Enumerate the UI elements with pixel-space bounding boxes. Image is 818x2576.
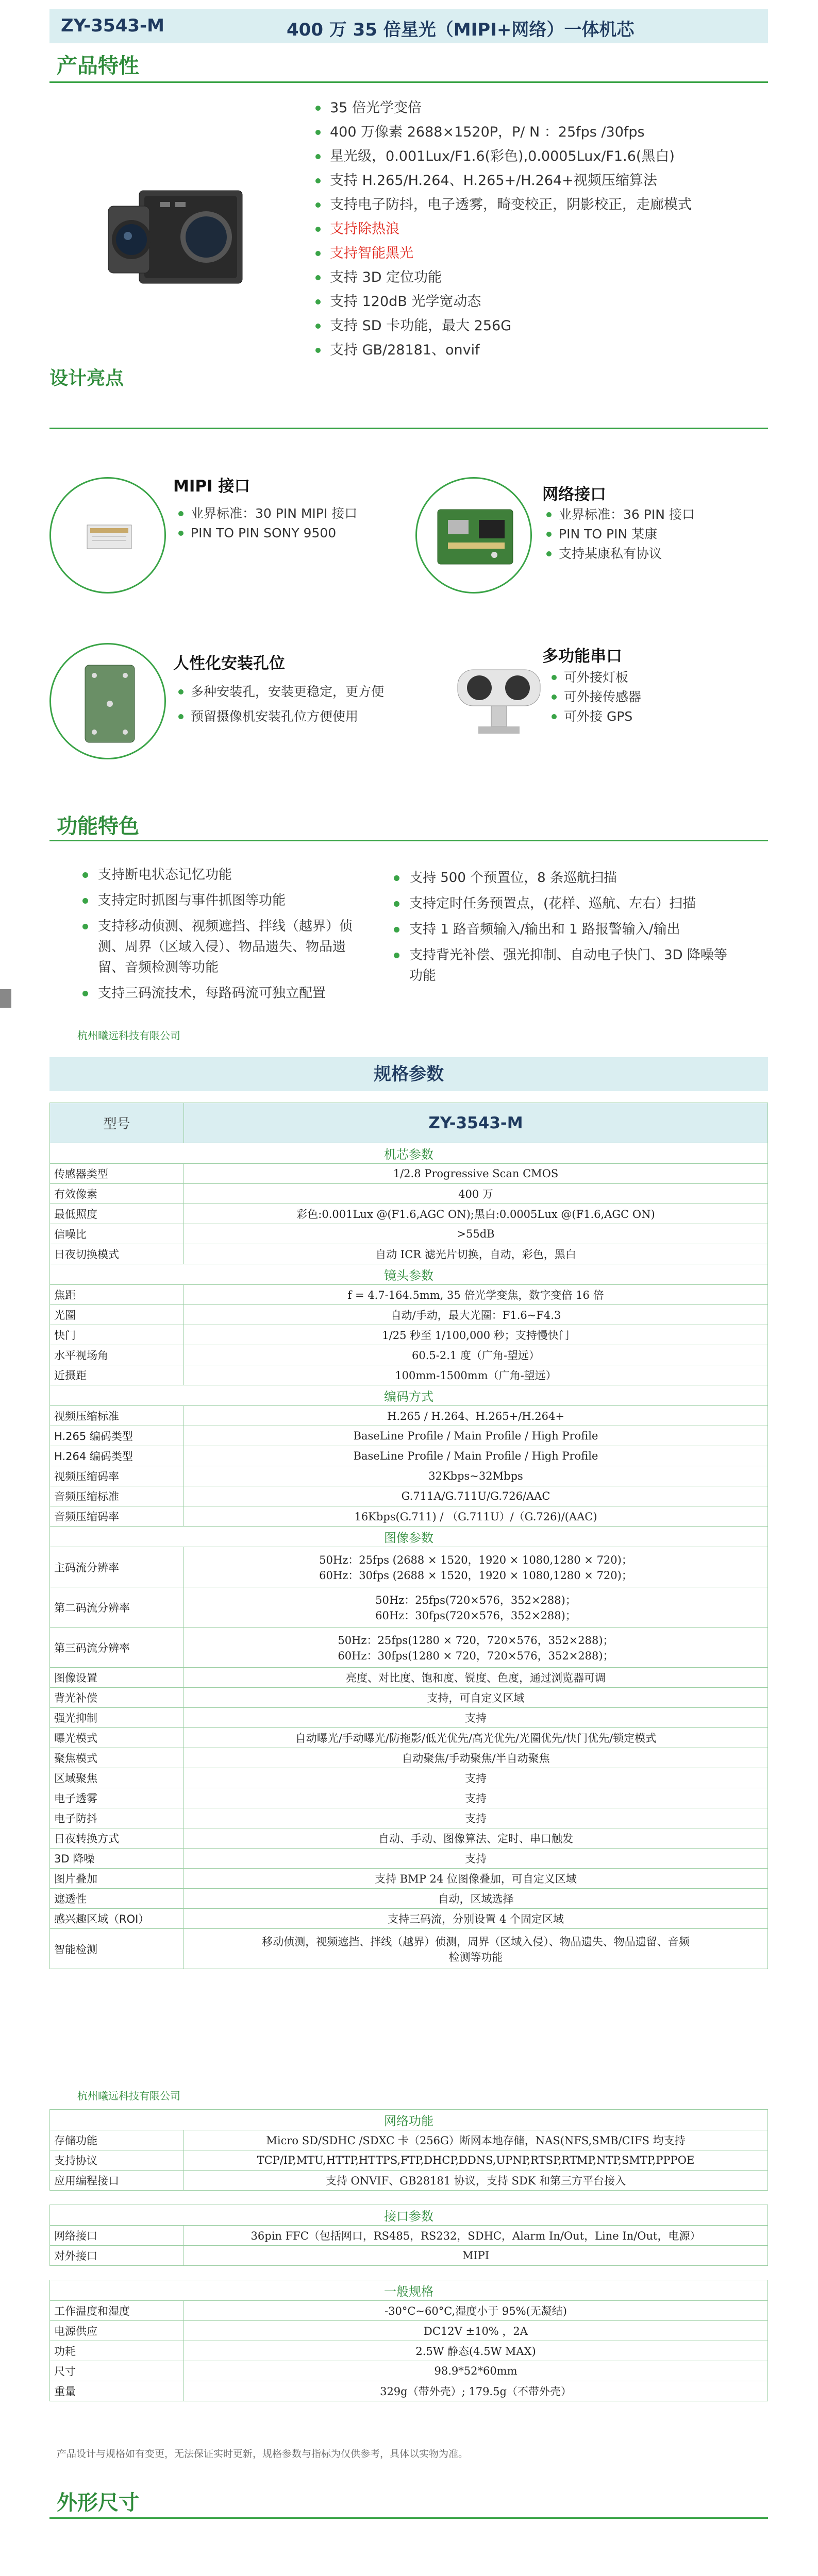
spec-label: H.264 编码类型 xyxy=(50,1446,184,1466)
function-item: 支持移动侦测、视频遮挡、拌线（越界）侦测、周界（区域入侵）、物品遗失、物品遗留、音频检测等功能 xyxy=(82,916,371,978)
spec-row xyxy=(50,2381,768,2401)
spec-label: 尺寸 xyxy=(50,2361,184,2381)
feature-item-highlight: 支持智能黑光 xyxy=(315,241,769,265)
spec-row xyxy=(50,1628,768,1668)
network-board-image xyxy=(415,477,532,594)
serial-device-image xyxy=(442,634,559,750)
spec-value: 98.9*52*60mm xyxy=(184,2361,768,2381)
feature-item: 35 倍光学变倍 xyxy=(315,96,769,120)
network-list xyxy=(546,505,763,564)
spec-gap-cell xyxy=(50,2266,768,2280)
spec-value: 1/2.8 Progressive Scan CMOS xyxy=(184,1164,768,1184)
spec-row xyxy=(50,1688,768,1708)
spec-row xyxy=(50,1788,768,1808)
spec-label: 电源供应 xyxy=(50,2321,184,2341)
spec-label: 电子透雾 xyxy=(50,1788,184,1808)
spec-group-header xyxy=(50,1527,768,1547)
spec-row xyxy=(50,1506,768,1527)
spec-row xyxy=(50,2321,768,2341)
spec-row xyxy=(50,1204,768,1224)
spec-label: 对外接口 xyxy=(50,2246,184,2266)
spec-value: Micro SD/SDHC /SDXC 卡（256G）断网本地存储，NAS(NFS,SMB/CIFS 均支持 xyxy=(184,2130,768,2150)
spec-row xyxy=(50,1406,768,1426)
spec-row xyxy=(50,1547,768,1587)
network-item: 支持某康私有协议 xyxy=(546,544,763,564)
spec-row xyxy=(50,2226,768,2246)
spec-value: 支持 xyxy=(184,1768,768,1788)
spec-label: 曝光模式 xyxy=(50,1728,184,1748)
functions-right-list xyxy=(394,868,729,991)
spec-label: 近摄距 xyxy=(50,1365,184,1385)
spec-row xyxy=(50,1849,768,1869)
mipi-title: MIPI 接口 xyxy=(173,477,251,496)
spec-group-header xyxy=(50,1385,768,1406)
spec-value: -30°C~60°C,湿度小于 95%(无凝结) xyxy=(184,2301,768,2321)
spec-group-title: 编码方式 xyxy=(50,1385,768,1406)
mounting-item: 多种安装孔，安装更稳定，更方便 xyxy=(178,682,421,702)
mounting-list xyxy=(178,682,421,726)
spec-value: 支持 ONVIF、GB28181 协议，支持 SDK 和第三方平台接入 xyxy=(184,2171,768,2191)
spec-value: 自动、手动、图像算法、定时、串口触发 xyxy=(184,1828,768,1849)
spec-row xyxy=(50,1929,768,1969)
mounting-image xyxy=(49,643,166,759)
spec-label: 区域聚焦 xyxy=(50,1768,184,1788)
spec-value: 支持 xyxy=(184,1788,768,1808)
spec-table-2 xyxy=(49,2109,768,2401)
spec-value: 50Hz：25fps(720×576，352×288)； 60Hz：30fps(720×576，352×288)； xyxy=(184,1587,768,1628)
mounting-title: 人性化安装孔位 xyxy=(173,654,285,673)
spec-groups-2 xyxy=(50,2110,768,2401)
spec-value: 支持，可自定义区域 xyxy=(184,1688,768,1708)
feature-item: 星光级，0.001Lux/F1.6(彩色),0.0005Lux/F1.6(黑白) xyxy=(315,144,769,168)
spec-group-title: 一般规格 xyxy=(50,2280,768,2301)
spec-row xyxy=(50,1224,768,1244)
spec-label: 感兴趣区域（ROI） xyxy=(50,1909,184,1929)
spec-row xyxy=(50,1808,768,1828)
spec-label: 网络接口 xyxy=(50,2226,184,2246)
features-section-title: 产品特性 xyxy=(57,54,139,78)
spec-label: 图像设置 xyxy=(50,1668,184,1688)
spec-row xyxy=(50,1325,768,1345)
serial-list xyxy=(552,668,758,726)
spec-title-banner xyxy=(49,1057,768,1091)
spec-row xyxy=(50,1708,768,1728)
spec-value: 自动 ICR 滤光片切换，自动，彩色，黑白 xyxy=(184,1244,768,1264)
serial-item: 可外接灯板 xyxy=(552,668,758,687)
spec-group-header xyxy=(50,2205,768,2226)
feature-item: 支持 3D 定位功能 xyxy=(315,265,769,290)
mipi-item: 业界标准：30 PIN MIPI 接口 xyxy=(178,504,415,523)
functions-section-title: 功能特色 xyxy=(57,815,139,838)
spec-gap xyxy=(50,2266,768,2280)
spec-label: 电子防抖 xyxy=(50,1808,184,1828)
feature-item: 支持 120dB 光学宽动态 xyxy=(315,290,769,314)
side-marker xyxy=(0,989,11,1008)
spec-row xyxy=(50,1889,768,1909)
spec-row xyxy=(50,1365,768,1385)
spec-groups xyxy=(50,1143,768,1969)
spec-value: 自动曝光/手动曝光/防拖影/低光优先/高光优先/光圈优先/快门优先/锁定模式 xyxy=(184,1728,768,1748)
spec-value: BaseLine Profile / Main Profile / High Profile xyxy=(184,1426,768,1446)
feature-item: 支持 H.265/H.264、H.265+/H.264+视频压缩算法 xyxy=(315,168,769,193)
function-item: 支持断电状态记忆功能 xyxy=(82,865,371,885)
spec-label: 遮透性 xyxy=(50,1889,184,1909)
spec-note: 产品设计与规格如有变更，无法保证实时更新，规格参数与指标为仅供参考，具体以实物为准。 xyxy=(57,2448,469,2460)
feature-item: 支持 SD 卡功能，最大 256G xyxy=(315,314,769,338)
spec-label: 快门 xyxy=(50,1325,184,1345)
serial-item: 可外接 GPS xyxy=(552,707,758,726)
spec-value: 50Hz：25fps(1280 × 720，720×576，352×288)； 60Hz：30fps(1280 × 720，720×576，352×288)； xyxy=(184,1628,768,1668)
product-title: 400 万 35 倍星光（MIPI+网络）一体机芯 xyxy=(287,20,635,40)
spec-label: 视频压缩标准 xyxy=(50,1406,184,1426)
spec-value: 支持三码流，分别设置 4 个固定区域 xyxy=(184,1909,768,1929)
serial-title: 多功能串口 xyxy=(542,647,622,666)
spec-row xyxy=(50,1285,768,1305)
feature-item-highlight: 支持除热浪 xyxy=(315,217,769,241)
design-highlight-label: 设计亮点 xyxy=(49,368,124,389)
spec-value: DC12V ±10% ，2A xyxy=(184,2321,768,2341)
spec-row xyxy=(50,2301,768,2321)
spec-row xyxy=(50,1668,768,1688)
spec-row xyxy=(50,1426,768,1446)
company-name: 杭州曦远科技有限公司 xyxy=(77,1029,180,1042)
spec-row xyxy=(50,1748,768,1768)
spec-value: 1/25 秒至 1/100,000 秒；支持慢快门 xyxy=(184,1325,768,1345)
network-title: 网络接口 xyxy=(542,485,606,504)
spec-label: 水平视场角 xyxy=(50,1345,184,1365)
dimensions-divider xyxy=(49,2517,768,2519)
spec-row xyxy=(50,1587,768,1628)
feature-list xyxy=(315,96,769,362)
function-item: 支持定时抓图与事件抓图等功能 xyxy=(82,890,371,911)
feature-item: 支持电子防抖，电子透雾，畸变校正，阴影校正，走廊模式 xyxy=(315,193,769,217)
spec-label: 有效像素 xyxy=(50,1184,184,1204)
spec-value: 支持 xyxy=(184,1808,768,1828)
dimensions-section-title: 外形尺寸 xyxy=(57,2491,139,2515)
spec-value: H.265 / H.264、H.265+/H.264+ xyxy=(184,1406,768,1426)
spec-company-name: 杭州曦远科技有限公司 xyxy=(77,2090,180,2102)
spec-value: 50Hz：25fps (2688 × 1520，1920 × 1080,1280 × 720)； 60Hz：30fps (2688 × 1520，1920 × 1080,1280 × 720)； xyxy=(184,1547,768,1587)
spec-label: 音频压缩标准 xyxy=(50,1486,184,1506)
spec-row xyxy=(50,1466,768,1486)
spec-row xyxy=(50,2150,768,2171)
header-bar xyxy=(49,9,768,43)
feature-item: 400 万像素 2688×1520P，P/ N ：25fps /30fps xyxy=(315,120,769,144)
functions-left-list xyxy=(82,865,371,1009)
mipi-list xyxy=(178,504,415,543)
spec-row xyxy=(50,1768,768,1788)
spec-label: 智能检测 xyxy=(50,1929,184,1969)
network-item: 业界标准：36 PIN 接口 xyxy=(546,505,763,524)
spec-title: 规格参数 xyxy=(374,1064,444,1084)
model-value: ZY-3543-M xyxy=(184,1103,768,1143)
spec-value: 彩色:0.001Lux @(F1.6,AGC ON);黑白:0.0005Lux @(F1.6,AGC ON) xyxy=(184,1204,768,1224)
spec-value: TCP/IP,MTU,HTTP,HTTPS,FTP,DHCP,DDNS,UPNP,RTSP,RTMP,NTP,SMTP,PPPOE xyxy=(184,2150,768,2171)
spec-value: f = 4.7-164.5mm, 35 倍光学变焦，数字变倍 16 倍 xyxy=(184,1285,768,1305)
spec-row xyxy=(50,1728,768,1748)
spec-group-title: 接口参数 xyxy=(50,2205,768,2226)
spec-value: MIPI xyxy=(184,2246,768,2266)
spec-value: 36pin FFC（包括网口，RS485，RS232，SDHC，Alarm In/Out，Line In/Out，电源） xyxy=(184,2226,768,2246)
spec-group-header xyxy=(50,2280,768,2301)
spec-label: 3D 降噪 xyxy=(50,1849,184,1869)
spec-label: 视频压缩码率 xyxy=(50,1466,184,1486)
spec-value: 移动侦测，视频遮挡、拌线（越界）侦测，周界（区域入侵）、物品遗失、物品遗留、音频 检测等功能 xyxy=(184,1929,768,1969)
spec-value: 亮度、对比度、饱和度、锐度、色度，通过浏览器可调 xyxy=(184,1668,768,1688)
spec-label: 焦距 xyxy=(50,1285,184,1305)
spec-label: 存储功能 xyxy=(50,2130,184,2150)
function-item: 支持定时任务预置点，(花样、巡航、左右）扫描 xyxy=(394,893,729,914)
spec-value: 32Kbps~32Mbps xyxy=(184,1466,768,1486)
spec-label: 传感器类型 xyxy=(50,1164,184,1184)
spec-value: 100mm-1500mm（广角-望远） xyxy=(184,1365,768,1385)
spec-value: 自动/手动，最大光圈：F1.6~F4.3 xyxy=(184,1305,768,1325)
spec-group-header xyxy=(50,2110,768,2130)
spec-label: 聚焦模式 xyxy=(50,1748,184,1768)
spec-table-wrap xyxy=(49,1103,768,1969)
spec-row xyxy=(50,2246,768,2266)
spec-label: 背光补偿 xyxy=(50,1688,184,1708)
features-divider xyxy=(49,81,768,83)
functions-divider xyxy=(49,840,768,841)
spec-row xyxy=(50,1446,768,1466)
spec-row xyxy=(50,1184,768,1204)
spec-table2-wrap xyxy=(49,2109,768,2401)
spec-row xyxy=(50,1828,768,1849)
spec-row xyxy=(50,1486,768,1506)
spec-row xyxy=(50,1305,768,1325)
spec-group-title: 图像参数 xyxy=(50,1527,768,1547)
spec-label: 光圈 xyxy=(50,1305,184,1325)
spec-value: 60.5-2.1 度（广角-望远） xyxy=(184,1345,768,1365)
spec-label: 主码流分辨率 xyxy=(50,1547,184,1587)
spec-row xyxy=(50,2130,768,2150)
spec-group-title: 网络功能 xyxy=(50,2110,768,2130)
model-label: 型号 xyxy=(50,1103,184,1143)
spec-label: 工作温度和湿度 xyxy=(50,2301,184,2321)
spec-row xyxy=(50,1869,768,1889)
spec-label: 重量 xyxy=(50,2381,184,2401)
function-item: 支持三码流技术，每路码流可独立配置 xyxy=(82,983,371,1004)
function-item: 支持 500 个预置位，8 条巡航扫描 xyxy=(394,868,729,888)
spec-label: 应用编程接口 xyxy=(50,2171,184,2191)
spec-value: BaseLine Profile / Main Profile / High Profile xyxy=(184,1446,768,1466)
mounting-item: 预留摄像机安装孔位方便使用 xyxy=(178,707,421,726)
function-item: 支持 1 路音频输入/输出和 1 路报警输入/输出 xyxy=(394,919,729,940)
spec-value: 400 万 xyxy=(184,1184,768,1204)
spec-row xyxy=(50,2361,768,2381)
spec-value: 自动，区域选择 xyxy=(184,1889,768,1909)
model-name: ZY-3543-M xyxy=(61,15,164,36)
spec-group-title: 机芯参数 xyxy=(50,1143,768,1164)
spec-row xyxy=(50,1244,768,1264)
spec-value: 16Kbps(G.711) / （G.711U）/（G.726)/(AAC) xyxy=(184,1506,768,1527)
spec-group-header xyxy=(50,1143,768,1164)
spec-label: 音频压缩码率 xyxy=(50,1506,184,1527)
spec-row xyxy=(50,2171,768,2191)
serial-item: 可外接传感器 xyxy=(552,687,758,707)
spec-label: 第二码流分辨率 xyxy=(50,1587,184,1628)
spec-value: 支持 xyxy=(184,1708,768,1728)
spec-value: >55dB xyxy=(184,1224,768,1244)
spec-label: 支持协议 xyxy=(50,2150,184,2171)
mipi-item: PIN TO PIN SONY 9500 xyxy=(178,523,415,543)
spec-label: 日夜转换方式 xyxy=(50,1828,184,1849)
feature-item: 支持 GB/28181、onvif xyxy=(315,338,769,362)
spec-group-title: 镜头参数 xyxy=(50,1264,768,1285)
spec-label: 图片叠加 xyxy=(50,1869,184,1889)
spec-label: 功耗 xyxy=(50,2341,184,2361)
spec-label: 第三码流分辨率 xyxy=(50,1628,184,1668)
spec-label: 日夜切换模式 xyxy=(50,1244,184,1264)
spec-group-header xyxy=(50,1264,768,1285)
spec-value: 2.5W 静态(4.5W MAX) xyxy=(184,2341,768,2361)
spec-row xyxy=(50,2341,768,2361)
spec-value: 329g（带外壳）; 179.5g（不带外壳） xyxy=(184,2381,768,2401)
spec-gap xyxy=(50,2191,768,2205)
spec-row xyxy=(50,1345,768,1365)
spec-row xyxy=(50,1164,768,1184)
spec-model-row xyxy=(50,1103,768,1143)
spec-label: H.265 编码类型 xyxy=(50,1426,184,1446)
design-divider xyxy=(49,428,768,429)
function-item: 支持背光补偿、强光抑制、自动电子快门、3D 降噪等功能 xyxy=(394,945,729,986)
camera-module-image xyxy=(103,175,253,304)
network-item: PIN TO PIN 某康 xyxy=(546,524,763,544)
spec-row xyxy=(50,1909,768,1929)
spec-value: G.711A/G.711U/G.726/AAC xyxy=(184,1486,768,1506)
spec-gap-cell xyxy=(50,2191,768,2205)
spec-table xyxy=(49,1103,768,1969)
spec-value: 自动聚焦/手动聚焦/半自动聚焦 xyxy=(184,1748,768,1768)
spec-label: 信噪比 xyxy=(50,1224,184,1244)
spec-value: 支持 BMP 24 位图像叠加，可自定义区域 xyxy=(184,1869,768,1889)
spec-label: 最低照度 xyxy=(50,1204,184,1224)
mipi-image xyxy=(49,477,166,594)
spec-value: 支持 xyxy=(184,1849,768,1869)
spec-label: 强光抑制 xyxy=(50,1708,184,1728)
